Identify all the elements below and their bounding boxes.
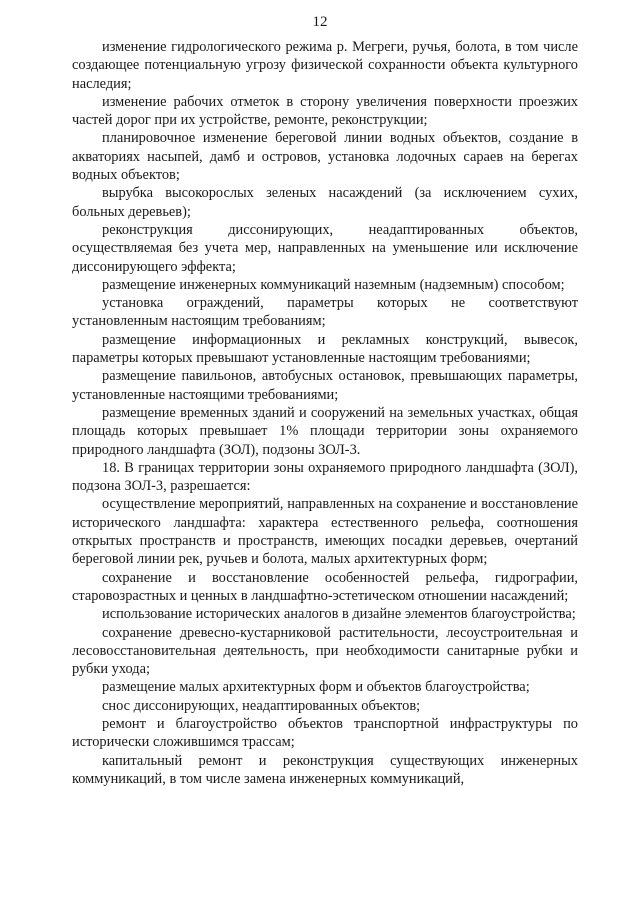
paragraph: осуществление мероприятий, направленных на сохранение и восстановление исторического ландшафта: характера естественного рельефа, соотношения открытых пространств и пространств, имеющих посадки деревьев, очертаний береговой линии рек, ручьев и болота, малых архитектурных форм; — [72, 496, 578, 568]
paragraph: ремонт и благоустройство объектов транспортной инфраструктуры по исторически сложившимся трассам; — [72, 715, 578, 751]
paragraph: реконструкция диссонирующих, неадаптированных объектов, осуществляемая без учета мер, направленных на уменьшение или исключение диссонирующего эффекта; — [72, 221, 578, 275]
paragraph: сохранение и восстановление особенностей рельефа, гидрографии, старовозрастных и ценных в ландшафтно-эстетическом отношении насаждений; — [72, 569, 578, 604]
document-body — [72, 38, 578, 788]
page-number: 12 — [312, 14, 328, 30]
paragraph: планировочное изменение береговой линии водных объектов, создание в акваториях насыпей, дамб и островов, установка лодочных сараев на берегах водных объектов; — [72, 130, 578, 184]
paragraph: изменение рабочих отметок в сторону увеличения поверхности проезжих частей дорог при их устройстве, ремонте, реконструкции; — [72, 93, 578, 129]
paragraph: размещение инженерных коммуникаций наземным (надземным) способом; — [102, 276, 565, 293]
paragraph: размещение информационных и рекламных конструкций, вывесок, параметры которых превышают установленные настоящим требованиями; — [72, 331, 578, 367]
paragraph: снос диссонирующих, неадаптированных объектов; — [102, 697, 421, 714]
paragraph: установка ограждений, параметры которых не соответствуют установленным настоящим требованиям; — [72, 295, 578, 330]
paragraph: сохранение древесно-кустарниковой растительности, лесоустроительная и лесовосстановительная деятельность, при необходимости санитарные рубки и рубки ухода; — [72, 624, 578, 678]
paragraph: использование исторических аналогов в дизайне элементов благоустройства; — [102, 606, 576, 623]
paragraph: изменение гидрологического режима р. Мегреги, ручья, болота, в том числе создающее потенциальную угрозу физической сохранности объекта культурного наследия; — [72, 39, 578, 92]
paragraph: размещение малых архитектурных форм и объектов благоустройства; — [102, 679, 530, 696]
paragraph: размещение павильонов, автобусных остановок, превышающих параметры, установленные настоящими требованиями; — [72, 368, 578, 403]
paragraph: вырубка высокорослых зеленых насаждений (за исключением сухих, больных деревьев); — [72, 185, 578, 220]
paragraph: размещение временных зданий и сооружений на земельных участках, общая площадь которых превышает 1% площади территории зоны охраняемого природного ландшафта (ЗОЛ), подзоны ЗОЛ-3. — [72, 404, 578, 458]
section-18-heading-paragraph: 18. В границах территории зоны охраняемого природного ландшафта (ЗОЛ), подзона ЗОЛ-3, разрешается: — [72, 459, 578, 495]
paragraph: капитальный ремонт и реконструкция существующих инженерных коммуникаций, в том числе замена инженерных коммуникаций, — [72, 752, 578, 787]
